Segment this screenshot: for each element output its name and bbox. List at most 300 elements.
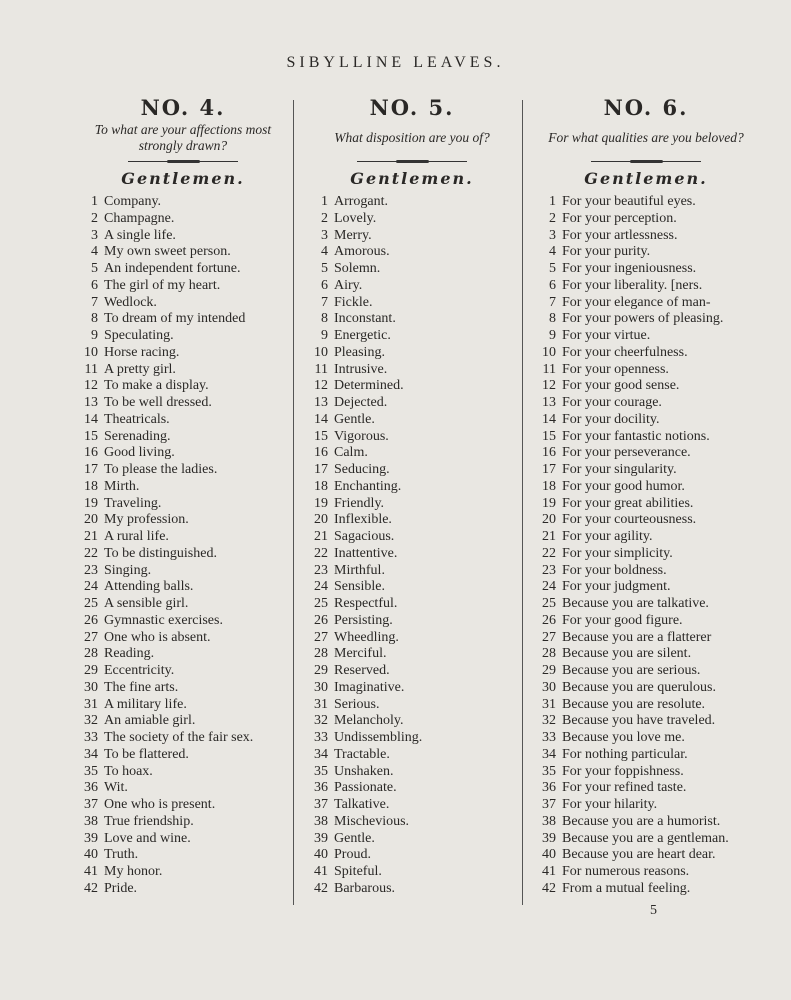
page-number: 5 xyxy=(650,903,657,918)
list-item xyxy=(72,613,294,630)
list-item xyxy=(530,713,762,730)
column-heading: Gentlemen. xyxy=(584,169,708,188)
item-text: Theatricals. xyxy=(104,411,170,427)
list-item xyxy=(530,546,762,563)
item-text: Serenading. xyxy=(104,428,171,444)
item-number: 11 xyxy=(314,361,328,377)
list-item xyxy=(72,412,294,429)
item-number: 40 xyxy=(542,847,556,863)
item-number: 40 xyxy=(314,847,328,863)
list-item xyxy=(72,194,294,211)
list-item xyxy=(72,680,294,697)
list-item xyxy=(302,646,522,663)
item-text: Merry. xyxy=(334,227,372,243)
item-text: Solemn. xyxy=(334,261,381,276)
item-text: Because you are serious. xyxy=(562,663,701,678)
item-number: 8 xyxy=(549,311,556,327)
item-text: Love and wine. xyxy=(104,830,191,846)
item-text: Mischevious. xyxy=(334,813,410,829)
list-item xyxy=(302,680,522,697)
list-item xyxy=(72,395,294,412)
item-text: Fickle. xyxy=(334,294,373,310)
list-item xyxy=(302,730,522,747)
item-text: My honor. xyxy=(104,864,163,879)
item-number: 32 xyxy=(314,713,328,729)
item-number: 24 xyxy=(542,579,556,595)
item-number: 38 xyxy=(84,813,98,829)
list-item xyxy=(530,512,762,529)
item-number: 3 xyxy=(91,227,98,243)
item-text: A sensible girl. xyxy=(104,596,189,611)
item-text: Sagacious. xyxy=(334,529,395,544)
list-item xyxy=(530,814,762,831)
item-number: 15 xyxy=(542,428,556,444)
list-item xyxy=(72,797,294,814)
list-item xyxy=(72,362,294,379)
item-text: To be flattered. xyxy=(104,746,189,762)
item-text: A single life. xyxy=(104,227,176,243)
item-text: One who is absent. xyxy=(104,629,211,645)
item-number: 18 xyxy=(314,478,328,494)
item-text: Wedlock. xyxy=(104,294,157,310)
item-text: My profession. xyxy=(104,512,189,528)
item-number: 6 xyxy=(91,277,98,293)
item-text: For your foppishness. xyxy=(562,763,684,779)
list-item xyxy=(302,462,522,479)
item-number: 14 xyxy=(84,411,98,427)
item-text: Inflexible. xyxy=(334,512,392,528)
item-number: 38 xyxy=(542,813,556,829)
item-text: Mirthful. xyxy=(334,562,385,578)
list-item xyxy=(302,864,522,881)
item-number: 30 xyxy=(314,679,328,695)
list-item xyxy=(302,295,522,312)
list-item xyxy=(72,295,294,312)
item-text: A military life. xyxy=(104,696,187,712)
list-item xyxy=(530,864,762,881)
item-text: For your refined taste. xyxy=(562,780,687,796)
list-item xyxy=(530,630,762,647)
item-text: Persisting. xyxy=(334,612,393,628)
column-title: NO. 5. xyxy=(369,95,455,120)
item-number: 31 xyxy=(314,696,328,712)
item-text: Because you are a humorist. xyxy=(562,813,721,829)
item-number: 9 xyxy=(91,328,98,343)
item-number: 10 xyxy=(314,344,328,360)
item-text: An independent fortune. xyxy=(104,261,241,276)
item-number: 29 xyxy=(542,663,556,678)
item-text: For your courage. xyxy=(562,395,662,410)
item-text: Mirth. xyxy=(104,478,140,494)
item-number: 14 xyxy=(314,411,328,427)
item-number: 5 xyxy=(91,261,98,276)
list-item xyxy=(530,462,762,479)
item-number: 17 xyxy=(314,462,328,477)
ornamental-rule xyxy=(128,160,238,163)
item-text: Horse racing. xyxy=(104,344,180,360)
item-number: 27 xyxy=(314,629,328,645)
item-text: Amorous. xyxy=(334,244,390,260)
item-number: 25 xyxy=(542,596,556,611)
item-text: Talkative. xyxy=(334,797,390,812)
item-number: 30 xyxy=(84,679,98,695)
item-text: For nothing particular. xyxy=(562,746,688,762)
list-item xyxy=(72,211,294,228)
item-text: Inconstant. xyxy=(334,311,396,327)
item-text: For your good humor. xyxy=(562,478,685,494)
item-number: 35 xyxy=(542,763,556,779)
list-item xyxy=(302,596,522,613)
item-number: 13 xyxy=(84,395,98,410)
column-no-5 xyxy=(302,96,522,898)
item-text: Because you are querulous. xyxy=(562,679,716,695)
page-header: SIBYLLINE LEAVES. xyxy=(286,54,505,71)
item-text: Attending balls. xyxy=(104,579,194,595)
list-item xyxy=(530,831,762,848)
item-text: For your hilarity. xyxy=(562,797,658,812)
item-number: 34 xyxy=(542,746,556,762)
item-number: 27 xyxy=(542,629,556,645)
item-text: Undissembling. xyxy=(334,730,423,745)
ornamental-rule xyxy=(591,160,701,163)
item-text: The girl of my heart. xyxy=(104,277,221,293)
item-text: Sensible. xyxy=(334,579,385,595)
item-text: For your perseverance. xyxy=(562,445,691,461)
item-number: 28 xyxy=(314,646,328,662)
item-number: 10 xyxy=(84,344,98,360)
item-number: 19 xyxy=(314,495,328,511)
list-item xyxy=(72,646,294,663)
list-item xyxy=(302,362,522,379)
item-text: The fine arts. xyxy=(104,679,179,695)
item-number: 11 xyxy=(84,361,98,377)
answer-list xyxy=(72,194,294,898)
column-no-6 xyxy=(530,96,762,898)
list-item xyxy=(72,579,294,596)
item-text: Calm. xyxy=(334,445,368,461)
item-number: 42 xyxy=(314,880,328,896)
item-text: Tractable. xyxy=(334,746,390,762)
list-item xyxy=(302,328,522,345)
list-item xyxy=(302,697,522,714)
item-number: 19 xyxy=(542,495,556,511)
item-number: 30 xyxy=(542,679,556,695)
item-text: For your good sense. xyxy=(562,378,680,394)
list-item xyxy=(302,412,522,429)
column-title: NO. 6. xyxy=(603,95,689,120)
list-item xyxy=(302,663,522,680)
item-number: 19 xyxy=(84,495,98,511)
item-number: 17 xyxy=(542,462,556,477)
item-number: 4 xyxy=(549,244,556,260)
item-text: From a mutual feeling. xyxy=(562,880,691,896)
item-text: For your liberality. [ners. xyxy=(562,277,703,293)
item-text: Because you are heart dear. xyxy=(562,847,716,863)
list-item xyxy=(530,378,762,395)
item-text: Imaginative. xyxy=(334,679,405,695)
answer-list xyxy=(530,194,762,898)
item-text: To please the ladies. xyxy=(104,462,218,477)
item-text: To be distinguished. xyxy=(104,545,217,561)
item-number: 35 xyxy=(314,763,328,779)
item-number: 37 xyxy=(542,797,556,812)
list-item xyxy=(302,847,522,864)
item-text: True friendship. xyxy=(104,813,194,829)
item-number: 34 xyxy=(84,746,98,762)
item-number: 22 xyxy=(84,545,98,561)
list-item xyxy=(72,244,294,261)
item-text: Gymnastic exercises. xyxy=(104,612,223,628)
list-item xyxy=(302,814,522,831)
item-number: 23 xyxy=(84,562,98,578)
item-number: 36 xyxy=(314,780,328,796)
item-text: Barbarous. xyxy=(334,880,396,896)
item-number: 27 xyxy=(84,629,98,645)
item-number: 1 xyxy=(321,194,328,209)
column-heading: Gentlemen. xyxy=(350,169,474,188)
item-number: 3 xyxy=(321,227,328,243)
list-item xyxy=(530,228,762,245)
item-number: 15 xyxy=(84,428,98,444)
list-item xyxy=(302,261,522,278)
list-item xyxy=(302,345,522,362)
item-text: For your boldness. xyxy=(562,562,667,578)
column-title: NO. 4. xyxy=(140,95,226,120)
item-text: For your ingeniousness. xyxy=(562,261,697,276)
item-number: 6 xyxy=(321,277,328,293)
list-item xyxy=(530,395,762,412)
item-number: 26 xyxy=(542,612,556,628)
ornamental-rule xyxy=(357,160,467,163)
list-item xyxy=(530,730,762,747)
item-number: 2 xyxy=(91,210,98,226)
list-item xyxy=(302,512,522,529)
list-item xyxy=(530,881,762,898)
item-text: For your docility. xyxy=(562,411,660,427)
list-item xyxy=(530,295,762,312)
item-number: 8 xyxy=(321,311,328,327)
list-item xyxy=(72,311,294,328)
item-text: Arrogant. xyxy=(334,194,389,209)
item-number: 28 xyxy=(84,646,98,662)
item-text: Friendly. xyxy=(334,495,385,511)
item-text: For your artlessness. xyxy=(562,227,678,243)
item-number: 16 xyxy=(314,445,328,461)
list-item xyxy=(530,445,762,462)
list-item xyxy=(530,613,762,630)
item-number: 41 xyxy=(314,864,328,879)
list-item xyxy=(72,328,294,345)
item-number: 20 xyxy=(84,512,98,528)
list-item xyxy=(72,228,294,245)
item-number: 23 xyxy=(314,562,328,578)
list-item xyxy=(72,764,294,781)
item-text: For your simplicity. xyxy=(562,545,673,561)
column-question: For what qualities are you beloved? xyxy=(548,130,744,145)
item-text: Serious. xyxy=(334,696,380,712)
list-item xyxy=(302,194,522,211)
list-item xyxy=(302,228,522,245)
item-text: Eccentricity. xyxy=(104,663,175,678)
item-number: 33 xyxy=(314,730,328,745)
item-number: 29 xyxy=(314,663,328,678)
item-text: Gentle. xyxy=(334,411,375,427)
list-item xyxy=(72,831,294,848)
item-text: Merciful. xyxy=(334,646,387,662)
item-text: For your fantastic notions. xyxy=(562,428,710,444)
item-text: The society of the fair sex. xyxy=(104,730,254,745)
item-number: 29 xyxy=(84,663,98,678)
list-item xyxy=(72,512,294,529)
list-item xyxy=(530,529,762,546)
item-number: 38 xyxy=(314,813,328,829)
item-text: Spiteful. xyxy=(334,864,382,879)
list-item xyxy=(530,646,762,663)
item-text: Because you are resolute. xyxy=(562,696,706,712)
list-item xyxy=(72,663,294,680)
item-text: Inattentive. xyxy=(334,545,398,561)
item-text: For your courteousness. xyxy=(562,512,697,528)
item-number: 9 xyxy=(549,328,556,343)
list-item xyxy=(302,395,522,412)
item-number: 2 xyxy=(321,210,328,226)
item-text: For numerous reasons. xyxy=(562,864,690,879)
list-item xyxy=(530,261,762,278)
list-item xyxy=(302,764,522,781)
column-no-4 xyxy=(72,96,294,898)
item-number: 16 xyxy=(84,445,98,461)
list-item xyxy=(72,713,294,730)
list-item xyxy=(72,630,294,647)
item-number: 36 xyxy=(542,780,556,796)
item-number: 40 xyxy=(84,847,98,863)
item-number: 39 xyxy=(84,830,98,846)
item-text: For your agility. xyxy=(562,529,653,544)
item-number: 2 xyxy=(549,210,556,226)
item-text: A pretty girl. xyxy=(104,361,176,377)
list-item xyxy=(72,747,294,764)
item-number: 37 xyxy=(84,797,98,812)
item-number: 22 xyxy=(542,545,556,561)
item-number: 18 xyxy=(84,478,98,494)
item-number: 1 xyxy=(549,194,556,209)
list-item xyxy=(72,814,294,831)
item-text: My own sweet person. xyxy=(104,244,231,260)
item-number: 10 xyxy=(542,344,556,360)
list-item xyxy=(302,613,522,630)
item-text: Pride. xyxy=(104,880,138,896)
list-item xyxy=(530,362,762,379)
item-number: 37 xyxy=(314,797,328,812)
item-number: 41 xyxy=(542,864,556,879)
list-item xyxy=(530,328,762,345)
item-number: 16 xyxy=(542,445,556,461)
item-number: 22 xyxy=(314,545,328,561)
item-number: 14 xyxy=(542,411,556,427)
item-text: Energetic. xyxy=(334,328,391,343)
item-number: 6 xyxy=(549,277,556,293)
list-item xyxy=(302,378,522,395)
item-text: For your purity. xyxy=(562,244,651,260)
item-text: Because you are silent. xyxy=(562,646,692,662)
list-item xyxy=(302,211,522,228)
item-text: Because you love me. xyxy=(562,730,685,745)
item-number: 33 xyxy=(542,730,556,745)
item-number: 12 xyxy=(314,378,328,394)
list-item xyxy=(72,345,294,362)
item-text: For your singularity. xyxy=(562,462,677,477)
list-item xyxy=(72,596,294,613)
item-number: 13 xyxy=(314,395,328,410)
item-number: 39 xyxy=(542,830,556,846)
list-item xyxy=(302,311,522,328)
item-number: 21 xyxy=(84,529,98,544)
list-item xyxy=(530,663,762,680)
item-number: 24 xyxy=(314,579,328,595)
list-item xyxy=(302,445,522,462)
list-item xyxy=(302,780,522,797)
list-item xyxy=(530,194,762,211)
item-number: 5 xyxy=(321,261,328,276)
item-text: Champagne. xyxy=(104,210,175,226)
item-text: Because you have traveled. xyxy=(562,713,716,729)
item-number: 7 xyxy=(91,294,98,310)
item-number: 42 xyxy=(84,880,98,896)
item-number: 4 xyxy=(321,244,328,260)
list-item xyxy=(72,730,294,747)
item-text: Truth. xyxy=(104,847,139,863)
item-text: To make a display. xyxy=(104,378,209,394)
item-number: 9 xyxy=(321,328,328,343)
item-number: 8 xyxy=(91,311,98,327)
item-number: 20 xyxy=(314,512,328,528)
answer-list xyxy=(302,194,522,898)
item-text: Determined. xyxy=(334,378,404,394)
list-item xyxy=(72,847,294,864)
column-heading: Gentlemen. xyxy=(121,169,245,188)
item-number: 12 xyxy=(84,378,98,394)
column-divider xyxy=(522,100,523,905)
list-item xyxy=(302,630,522,647)
item-number: 26 xyxy=(314,612,328,628)
item-text: For your great abilities. xyxy=(562,495,694,511)
list-item xyxy=(72,429,294,446)
item-text: Vigorous. xyxy=(334,428,389,444)
item-number: 34 xyxy=(314,746,328,762)
item-text: Speculating. xyxy=(104,328,174,343)
item-text: Melancholy. xyxy=(334,713,404,729)
item-number: 39 xyxy=(314,830,328,846)
list-item xyxy=(530,797,762,814)
item-number: 15 xyxy=(314,428,328,444)
list-item xyxy=(530,345,762,362)
list-item xyxy=(530,847,762,864)
list-item xyxy=(530,747,762,764)
list-item xyxy=(302,496,522,513)
item-number: 24 xyxy=(84,579,98,595)
list-item xyxy=(302,278,522,295)
item-number: 31 xyxy=(542,696,556,712)
list-item xyxy=(530,596,762,613)
item-number: 12 xyxy=(542,378,556,394)
list-item xyxy=(72,563,294,580)
item-number: 20 xyxy=(542,512,556,528)
list-item xyxy=(530,429,762,446)
item-number: 11 xyxy=(542,361,556,377)
item-text: Traveling. xyxy=(104,495,162,511)
item-text: For your powers of pleasing. xyxy=(562,311,724,327)
item-number: 41 xyxy=(84,864,98,879)
